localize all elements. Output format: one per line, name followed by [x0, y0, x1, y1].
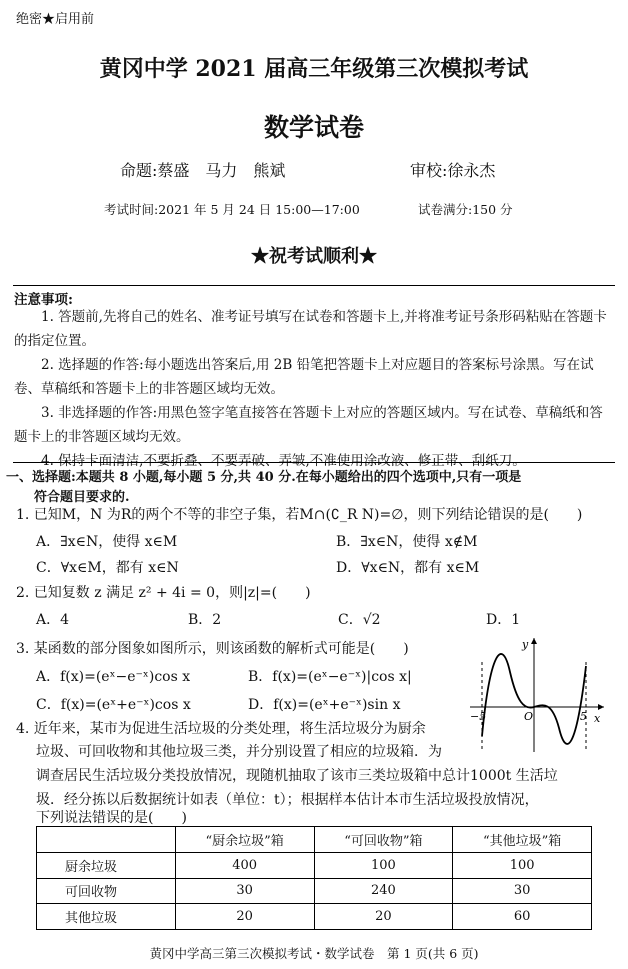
table-header-cell [37, 827, 176, 853]
notice-item-3: 3. 非选择题的作答:用黑色签字笔直接答在答题卡上对应的答题区域内。写在试卷、草稿纸和答题卡上的非答题区域均无效。 [14, 405, 603, 445]
full-score: 试卷满分:150 分 [418, 202, 513, 217]
table-row [37, 904, 592, 930]
table-cell: 30 [175, 878, 314, 904]
notice-divider [13, 462, 615, 463]
table-row [37, 878, 592, 904]
q1-option-b: B．∃x∈N，使得 x∉M [336, 534, 478, 550]
table-cell: 其他垃圾 [37, 904, 176, 930]
q4-line-4: 圾．经分拣以后数据统计如表（单位：t）；根据样本估计本市生活垃圾投放情况， [36, 792, 539, 808]
table-cell: 240 [314, 878, 453, 904]
authors: 命题:蔡盛 马力 熊斌 [120, 161, 286, 180]
y-axis-arrow [531, 638, 537, 644]
exam-title: 黄冈中学 2021 届高三年级第三次模拟考试 [99, 56, 529, 82]
section1-line1: 一、选择题:本题共 8 小题,每小题 5 分,共 40 分.在每小题给出的四个选项中,只有一项是 [6, 470, 522, 485]
q2-option-a: A．4 [36, 612, 70, 628]
notice-item-2: 2. 选择题的作答:每小题选出答案后,用 2B 铅笔把答题卡上对应题目的答案标号涂黑。写在试卷、草稿纸和答题卡上的非答题区域均无效。 [14, 357, 594, 397]
q4-line-5: 下列说法错误的是( ) [36, 810, 187, 826]
q3-option-c: C．f(x)=(eˣ+e⁻ˣ)cos x [36, 697, 191, 713]
q3-option-b: B．f(x)=(eˣ−e⁻ˣ)|cos x| [248, 669, 412, 685]
q2-option-b: B．2 [188, 612, 222, 628]
q4-line-2: 垃圾、可回收物和其他垃圾三类，并分别设置了相应的垃圾箱．为 [36, 744, 442, 760]
q3-option-d: D．f(x)=(eˣ+e⁻ˣ)sin x [248, 697, 401, 713]
q2-option-c: C．√2 [338, 612, 381, 628]
good-luck-banner: ★祝考试顺利★ [251, 246, 377, 267]
table-cell: 100 [314, 852, 453, 878]
garbage-table [36, 826, 592, 930]
q2-option-d: D．1 [486, 612, 521, 628]
table-cell: 30 [453, 878, 592, 904]
q3-option-a: A．f(x)=(eˣ−e⁻ˣ)cos x [36, 669, 191, 685]
exam-time: 考试时间:2021 年 5 月 24 日 15:00—17:00 [104, 202, 360, 217]
table-cell: 20 [175, 904, 314, 930]
q1-option-d: D．∀x∈N，都有 x∈M [336, 560, 480, 576]
q1-stem: 1. 已知M，N 为R的两个不等的非空子集，若M∩(∁_R N)=∅，则下列结论错误的是( ) [16, 507, 583, 523]
table-header-cell: “其他垃圾”箱 [453, 827, 592, 853]
x-axis-arrow [598, 704, 604, 710]
table-header-cell: “厨余垃圾”箱 [175, 827, 314, 853]
q3-stem: 3. 某函数的部分图象如图所示，则该函数的解析式可能是( ) [16, 641, 409, 657]
x-axis-label: x [594, 712, 601, 725]
origin-label: O [524, 710, 534, 723]
table-cell: 100 [453, 852, 592, 878]
table-cell: 400 [175, 852, 314, 878]
top-divider [13, 285, 615, 286]
left-tick-label: −5 [470, 710, 487, 723]
secret-label: 绝密★启用前 [16, 12, 95, 27]
table-row [37, 852, 592, 878]
q3-function-graph [462, 632, 612, 757]
table-cell: 厨余垃圾 [37, 852, 176, 878]
table-cell: 60 [453, 904, 592, 930]
right-tick-label: 5 [580, 710, 587, 723]
table-cell: 20 [314, 904, 453, 930]
notice-item-1: 1. 答题前,先将自己的姓名、准考证号填写在试卷和答题卡上,并将准考证号条形码粘贴在答题卡的指定位置。 [14, 309, 607, 349]
page-footer: 黄冈中学高三第三次模拟考试・数学试卷 第 1 页(共 6 页) [149, 946, 479, 961]
q4-line-3: 调查居民生活垃圾分类投放情况，现随机抽取了该市三类垃圾箱中总计1000t 生活垃 [36, 768, 558, 784]
table-cell: 可回收物 [37, 878, 176, 904]
y-axis-label: y [522, 638, 529, 651]
notice-item-4: 4. 保持卡面清洁,不要折叠、不要弄破、弄皱,不准使用涂改液、修正带、刮纸刀。 [41, 453, 526, 469]
q1-option-a: A．∃x∈N，使得 x∈M [36, 534, 178, 550]
table-header-row [37, 827, 592, 853]
exam-subtitle: 数学试卷 [263, 113, 364, 142]
table-header-cell: “可回收物”箱 [314, 827, 453, 853]
section1-line2: 符合题目要求的. [34, 490, 130, 505]
q2-stem: 2. 已知复数 z 满足 z² + 4i = 0，则|z|=( ) [16, 585, 311, 601]
reviewer: 审校:徐永杰 [410, 161, 496, 180]
q1-option-c: C．∀x∈M，都有 x∈N [36, 560, 179, 576]
q4-line-1: 4. 近年来，某市为促进生活垃圾的分类处理，将生活垃圾分为厨余 [16, 721, 426, 737]
notice-heading: 注意事项: [14, 292, 73, 308]
